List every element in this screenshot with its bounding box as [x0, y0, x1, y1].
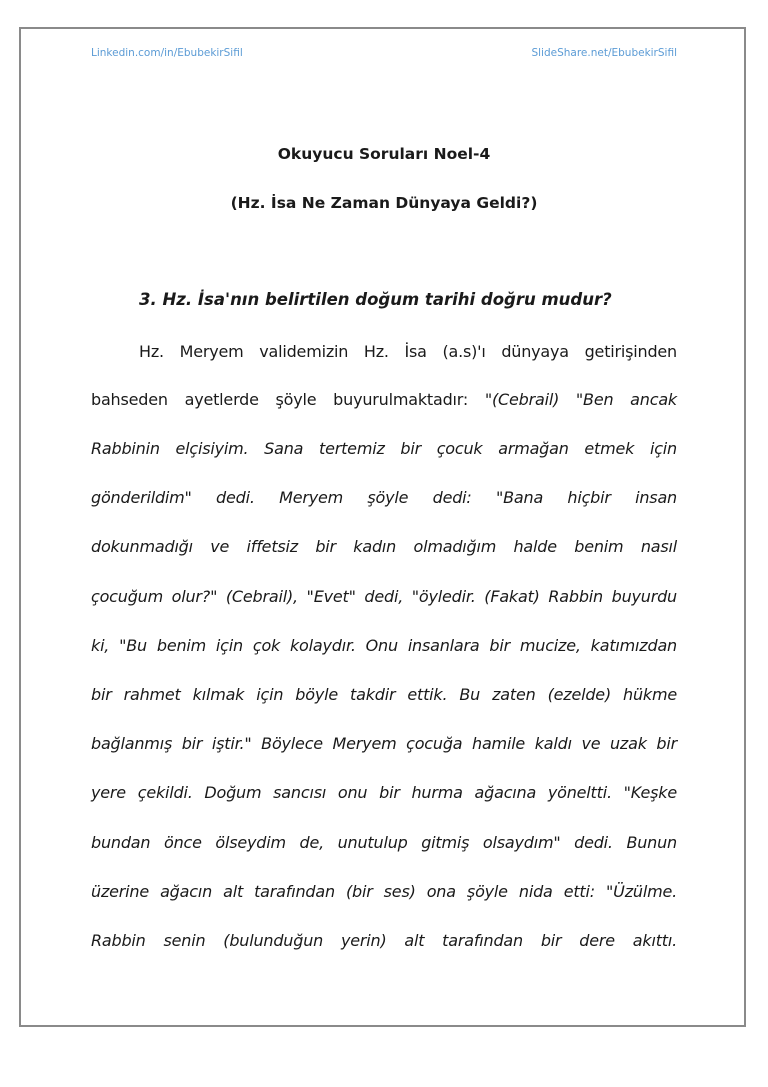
body-line-1: Hz. Meryem validemizin Hz. İsa (a.s)'ı dünyaya getirişinden — [139, 342, 677, 361]
body-line-12: üzerine ağacın alt tarafından (bir ses) ona şöyle nida etti: "Üzülme. — [91, 882, 677, 901]
body-line-10: yere çekildi. Doğum sancısı onu bir hurma ağacına yöneltti. "Keşke — [91, 783, 677, 802]
body-line-2-regular: bahseden ayetlerde şöyle buyurulmaktadır: — [91, 390, 485, 409]
slideshare-link[interactable]: SlideShare.net/EbubekirSifil — [531, 47, 677, 59]
body-line-3: Rabbinin elçisiyim. Sana tertemiz bir çocuk armağan etmek için — [91, 439, 677, 458]
body-line-8: bir rahmet kılmak için böyle takdir ettik. Bu zaten (ezelde) hükme — [91, 685, 677, 704]
document-title: Okuyucu Soruları Noel-4 — [277, 145, 491, 163]
body-line-5: dokunmadığı ve iffetsiz bir kadın olmadığım halde benim nasıl — [91, 537, 677, 556]
body-line-2-italic: "(Cebrail) "Ben ancak — [484, 390, 677, 409]
body-line-2 — [91, 388, 677, 412]
page-frame — [19, 27, 746, 1027]
body-line-6: çocuğum olur?" (Cebrail), "Evet" dedi, "öyledir. (Fakat) Rabbin buyurdu — [91, 587, 677, 606]
body-line-9: bağlanmış bir iştir." Böylece Meryem çocuğa hamile kaldı ve uzak bir — [91, 734, 677, 753]
document-subtitle: (Hz. İsa Ne Zaman Dünyaya Geldi?) — [230, 194, 538, 212]
linkedin-link[interactable]: Linkedin.com/in/EbubekirSifil — [91, 47, 243, 59]
body-line-7: ki, "Bu benim için çok kolaydır. Onu insanlara bir mucize, katımızdan — [91, 636, 677, 655]
question-heading: 3. Hz. İsa'nın belirtilen doğum tarihi doğru mudur? — [139, 290, 612, 309]
body-line-13: Rabbin senin (bulunduğun yerin) alt tarafından bir dere akıttı. — [91, 931, 677, 950]
body-line-11: bundan önce ölseydim de, unutulup gitmiş olsaydım" dedi. Bunun — [91, 833, 677, 852]
body-line-4: gönderildim" dedi. Meryem şöyle dedi: "Bana hiçbir insan — [91, 488, 677, 507]
